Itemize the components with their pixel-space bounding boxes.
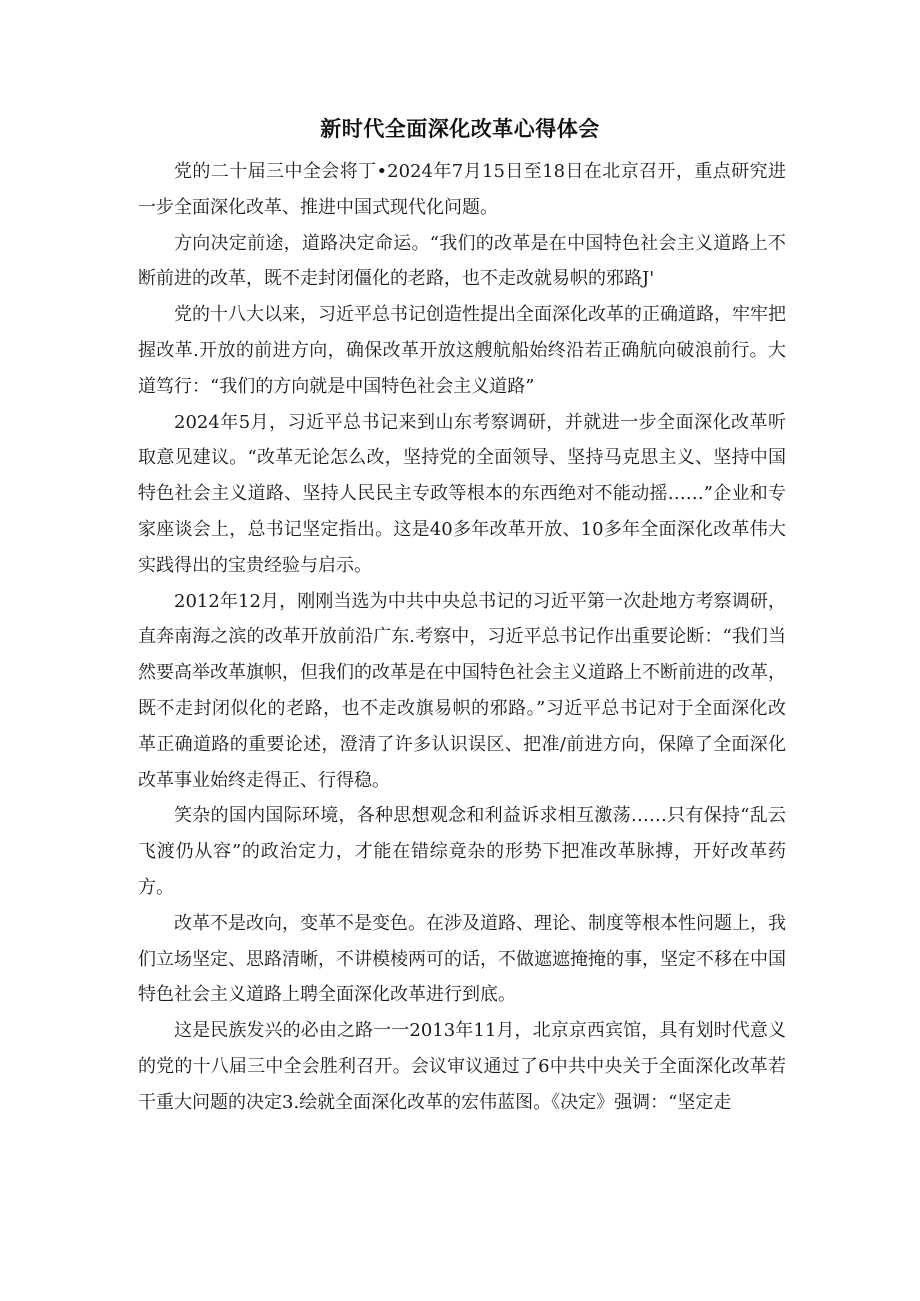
body-paragraph: 改革不是改向，变革不是变色。在涉及道路、理论、制度等根本性问题上，我们立场坚定、思路清晰，不讲模棱两可的话，不做遮遮掩掩的事，坚定不移在中国特色社会主义道路上聘全面深化改革进行到底。 xyxy=(138,912,786,1006)
body-paragraph: 党的十八大以来，习近平总书记创造性提出全面深化改革的正确道路，牢牢把握改革.开放的前进方向，确保改革开放这艘航船始终沿若正确航向破浪前行。大道笃行：“我们的方向就是中国特色社会主义道路” xyxy=(138,304,786,397)
document-body xyxy=(138,154,786,1121)
body-paragraph: 这是民族发兴的必由之路一一2013年11月，北京京西宾馆，具有划时代意义的党的十八届三中全会胜利召开。会议审议通过了6中共中央关于全面深化改革若干重大问题的决定3.绘就全面深化改革的宏伟蓝图。《决定》强调：“坚定走 xyxy=(138,1020,786,1113)
body-paragraph: 笑杂的国内国际环境，各种思想观念和利益诉求相互激荡……只有保持“乱云飞渡仍从容”的政治定力，才能在错综竟杂的形势下把准改革脉搏，开好改革药方。 xyxy=(138,805,786,898)
body-paragraph: 方向决定前途，道路决定命运。“我们的改革是在中国特色社会主义道路上不断前进的改革，既不走封闭僵化的老路，也不走改就易帜的邪路J' xyxy=(138,232,786,290)
body-paragraph: 2024年5月，习近平总书记来到山东考察调研，并就进一步全面深化改革听取意见建议。“改革无论怎么改，坚持党的全面领导、坚持马克思主义、坚持中国特色社会主义道路、坚持人民民主专政等根本的东西绝对不能动摇……”企业和专家座谈会上，总书记坚定指出。这是40多年改革开放、10多年全面深化改革伟大实践得出的宝贵经验与启示。 xyxy=(138,411,786,576)
document-title: 新时代全面深化改革心得体会 xyxy=(320,117,600,141)
body-paragraph: 2012年12月，刚刚当选为中共中央总书记的习近平第一次赴地方考察调研，直奔南海之滨的改革开放前沿广东.考察中，习近平总书记作出重要论断：“我们当然要高举改革旗帜，但我们的改革是在中国特色社会主义道路上不断前进的改革，既不走封闭似化的老路，也不走改旗易帜的邪路。”习近平总书记对于全面深化改革正确道路的重要论述，澄清了许多认识误区、把准/前进方向，保障了全面深化改革事业始终走得正、行得稳。 xyxy=(138,590,786,791)
body-paragraph: 党的二十届三中全会将丁•2024年7月15日至18日在北京召开，重点研究进一步全面深化改革、推进中国式现代化问题。 xyxy=(138,161,786,218)
